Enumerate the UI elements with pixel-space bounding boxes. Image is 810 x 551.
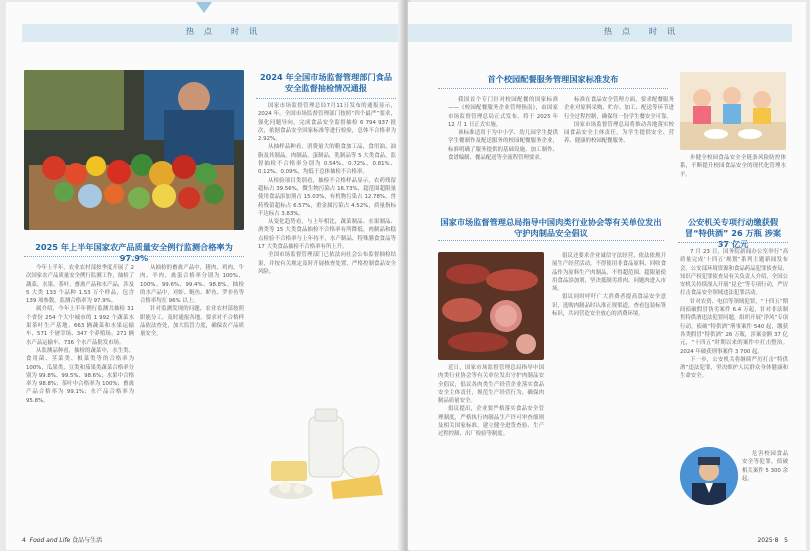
paragraph: 近日，国家市场监督管理总局指导中国肉类行业协会等有关单位发出守护肉制品安全倡议，倡议各肉类生产经营企业落实食品安全主体责任，规范生产经营行为，确保肉制品质量安全。 bbox=[438, 365, 544, 405]
issue-date: 2025·8 bbox=[757, 537, 779, 544]
sausages-photo bbox=[438, 252, 544, 360]
paragraph: 步健全校园食品安全全链条风险防控体系，不断提升校园食品安全的现代化管理水平。 bbox=[680, 155, 786, 178]
article-body-meat-col1 bbox=[438, 364, 544, 534]
article-title-agri-monitoring: 2025 年上半年国家农产品质量安全例行监测合格率为 97.9% bbox=[35, 242, 233, 263]
left-footer bbox=[22, 535, 102, 544]
police-officer-portrait bbox=[680, 447, 738, 505]
paragraph: 标准在食品安全管理方面，要求配餐服务企业对原料采购、贮存、加工、配送等环节进行全过程控制，确保每一份学生餐安全可靠。 bbox=[564, 97, 674, 120]
paragraph: 针对农资、电信等领域犯罪，“十四五”期间侦破假冒伪劣案件 6.4 万起，针对非法制售特供酒违法犯罪问题，组织开展“净风”专项行动，侦破“特供酒”刑事案件 540 起，缴获各类假冒“特供酒” 26 万瓶，涉案金额 37 亿元，“十四五”时期以来的案件中打击整治。2024 年破获刑事案件 3 700 起。 bbox=[680, 298, 789, 355]
vegetable-market-photo bbox=[24, 70, 244, 230]
article-aside-liquor bbox=[742, 450, 788, 510]
article-title-fake-liquor: 公安机关专项行动缴获假冒“特供酒” 26 万瓶 涉案 37 亿元 bbox=[684, 217, 782, 249]
magazine-name-cn: 食品与生活 bbox=[72, 537, 103, 544]
school-children-photo bbox=[680, 72, 786, 150]
section-tab-right: 热 点 时 讯 bbox=[604, 27, 676, 36]
paragraph: 从抽样品种看，消费量大的粮食加工品，食用油、油脂及其制品，肉制品，蛋制品，乳制品等 5 大类食品，监督抽检不合格率分别为 0.54%、0.72%、0.81%、0.12%、0.09%，均低于总体抽检不合格率。 bbox=[258, 144, 396, 176]
article-body-agri-col2 bbox=[140, 264, 244, 529]
children-illustration bbox=[680, 72, 786, 150]
paragraph: 今年上半年，农业农村部按季度开展了 2 次国家农产品质量安全例行监测工作，抽检了蔬菜、水果、茶叶、畜禽产品和水产品，涉及 5 大类 133 个品种 1.53 万个样品，包含 139 项参数，监测合格率为 97.9%。 bbox=[26, 265, 134, 305]
paragraph: 7 月 23 日，国务院新闻办公室举行“高质量完成‘十四五’规划”系列主题新闻发布会。公安部环境资源和食品药品犯罪侦查局、知识产权犯罪侦查局有关负责人介绍，全国公安机关持续深入开展“昆仑”等专项行动，严厉打击食品安全领域违法犯罪活动。 bbox=[680, 249, 789, 297]
paragraph: 下一步，公安机关将继续严厉打击“特供酒”违法犯罪，坚决维护人民群众身体健康和生命安全。 bbox=[680, 356, 788, 380]
dairy-products-photo bbox=[261, 407, 396, 507]
header-triangle bbox=[196, 2, 212, 13]
article-body-meat-col2 bbox=[552, 252, 666, 532]
article-title-food-sampling: 2024 年全国市场监督管理部门食品安全监督抽检情况通报 bbox=[259, 72, 393, 93]
title-divider bbox=[438, 88, 668, 89]
page-number-left: 4 bbox=[22, 537, 26, 544]
section-tab-left: 热 点 时 讯 bbox=[186, 27, 258, 36]
article-body-liquor bbox=[680, 248, 788, 444]
right-page bbox=[408, 2, 806, 550]
paragraph: 从抽检的畜禽产品中，猪肉、鸡肉、牛肉、羊肉、禽蛋合格率分别为 100%、100%、99.6%、99.4%、98.8%。抽检的水产品中，对虾、鲢鱼、鲈鱼、罗非鱼等合格率均在 96% 以上。 bbox=[140, 265, 244, 305]
title-divider bbox=[24, 256, 244, 257]
paragraph: 从检验项目类别看，抽检不合格样品显示，农药残留超标占 39.56%，微生物污染占 16.73%，超范围超限量使用食品添加剂占 15.03%，有机物污染占 12.78%，兽药残留超标占 6.57%，重金属污染占 4.52%，质量指标不达标占 3.83%。 bbox=[258, 177, 396, 217]
article-body-agri-col1 bbox=[26, 264, 134, 529]
paragraph: 国家市场监督管理总局将推动各地落实校园食品安全主体责任，为学生提供安全、营养、健康的校园配餐服务。 bbox=[564, 121, 674, 145]
paragraph: 属介绍，今年上半年例行监测共抽检 31 个省份 254 个大中城市的 1 992 个蔬菜水果茶叶生产基地、663 辆蔬菜和水果运输车、571 个屠宰场、347 个养殖场、271 辆水产品运输车、736 个水产品批发市场。 bbox=[26, 306, 134, 346]
article-body-school-col1 bbox=[448, 96, 558, 204]
sausage-illustration bbox=[438, 252, 544, 360]
title-divider bbox=[256, 98, 396, 99]
left-page bbox=[6, 2, 402, 550]
paragraph: 从监测品种看，抽检的蔬菜中，水生类、食用菌、茎菜类、根菜类等的合格率为 100%，瓜果类、豆类和茄果类蔬菜合格率分别为 99.8%、99.5%、98.6%；水果中合格率为 98.8%；茶叶中合格率为 100%；畜禽产品合格率为 99.1%；水产品合格率为 95.8%。 bbox=[26, 347, 134, 404]
article-title-meat-safety: 国家市场监督管理总局指导中国肉类行业协会等有关单位发出守护肉制品安全倡议 bbox=[440, 217, 662, 238]
paragraph: 倡议提出，企业要严格落实食品安全管理制度，严格执行肉制品生产许可审查细则及相关国家标准，建立健全进货查验、生产过程控制、出厂检验等制度。 bbox=[438, 406, 544, 438]
article-aside-school bbox=[680, 154, 786, 202]
article-title-school-catering: 首个校园配餐服务管理国家标准发布 bbox=[487, 74, 619, 84]
officer-illustration bbox=[680, 447, 738, 505]
title-divider bbox=[438, 240, 664, 241]
paragraph: 倡议还要求企业诚信守法经营，依法依规开展生产经营活动，不得使用非食品原料、回收食品作为原料生产肉制品，不得超范围、超限量使用食品添加剂，坚决抵制劣质肉、问题肉进入市场。 bbox=[552, 253, 666, 293]
article-body-food-sampling bbox=[258, 102, 396, 392]
paragraph: 针对监测发现的问题，农业农村部按照职能分工，及时通报各地，要求对不合格样品依法查处，加大监管力度，确保农产品质量安全。 bbox=[140, 306, 244, 338]
article-body-school-col2 bbox=[564, 96, 674, 204]
title-divider bbox=[678, 242, 788, 243]
paragraph: 全国市场监督管理部门已依法向社会公布监督抽检结果，并按有关规定及时开展核查处置，严格控制食品安全风险。 bbox=[258, 252, 396, 275]
page-number-right: 5 bbox=[784, 537, 788, 544]
paragraph: 国家市场监督管理总局7月11日发布的通报显示，2024 年，全国市场监督管理部门按照“四个最严”要求，强化问题导向，完成食品安全监督抽检 6 794 937 批次，依据食品安全国家标准等进行检验，总体不合格率为 2.92%。 bbox=[258, 103, 396, 143]
header-bar-right bbox=[408, 24, 792, 42]
paragraph: 倡议同时呼吁广大消费者提高食品安全意识，选购肉制品时认准正规渠道，查看包装标签标识，共同营造安全放心的消费环境。 bbox=[552, 294, 666, 318]
vegetable-illustration bbox=[24, 70, 244, 230]
paragraph: 从变化趋势看，与上年相比，蔬菜制品、水果制品、酒类等 15 大类食品抽检不合格率有所降低。肉制品和糕点检验不合格率与上年持平，水产制品、特殊膳食食品等 17 大类食品抽检不合格率有所上升。 bbox=[258, 219, 396, 251]
paragraph: 该标准适用于为中小学、幼儿园学生提供学生餐制作及配送服务的校园配餐服务企业，标准明确了服务提供的基础设施、加工制作、食谱编制、餐品配送等全流程管理要求。 bbox=[448, 130, 558, 162]
paragraph: 我国首个专门针对校园配餐的国家标准——《校园配餐服务企业管理指南》，由国家市场监督管理总局正式发布，将于 2025 年 12 月 1 日正式实施。 bbox=[448, 97, 558, 128]
dairy-illustration bbox=[261, 407, 396, 507]
magazine-name: Food and Life bbox=[29, 537, 71, 544]
paragraph: 危害校园食品安全等犯罪，侦破相关案件 5 300 余起。 bbox=[742, 451, 788, 482]
right-footer bbox=[757, 537, 788, 544]
